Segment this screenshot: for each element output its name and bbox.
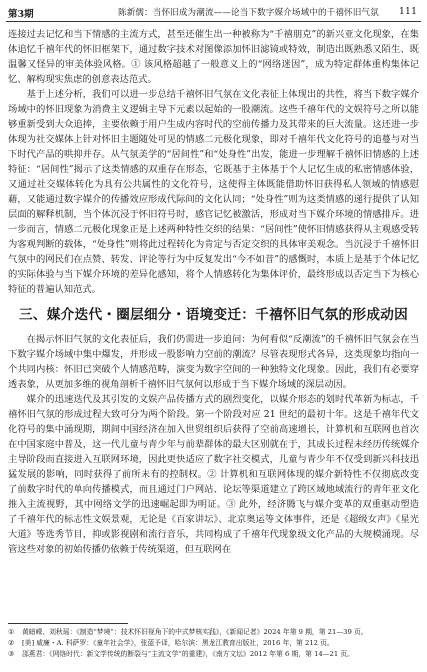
section-heading: 三、媒介迭代・圈层细分・语境变迁：千禧怀旧气氛的形成动因 [18, 307, 409, 323]
footnote-number: ③ [8, 650, 15, 658]
page-number: 111 [398, 6, 417, 17]
page-header [0, 0, 427, 24]
footnote [8, 649, 419, 660]
issue-label: 第3期 [8, 9, 34, 20]
paragraph: 媒介的迅速迭代及其引发的文娱产品传播方式的剧烈变化，以媒介形态的划时代革新为标志，千禧怀旧气氛的形成过程大致可分为两个阶段。第一个阶段对应 21 世纪的最初十年。这是千禧年代文化符号的集中涌现期，期间中国经济在加入世贸组织后获得了空前高速增长，计算机和互联网也首次在中国家庭中普及，这一代儿童与青少年与前辈群体的最大区别就在于，其成长过程未经历传统媒介主导阶段而直接进入互联网环境，因此更快适应了数字社交模式，儿童与青少年不仅受到新兴科技迅猛发展的影响，同时获得了前所未有的控制权。② 计算机和互联网体现的媒介新特性不仅彻底改变了前数字时代的单向传播模式，而且通过门户网站、论坛等渠道建立了跨区域地域流行的青年亚文化推入主流视野，其中网络文学的迅速崛起即为明证。③ 此外，经济腾飞与媒介变革的双重驱动塑造了千禧年代的标志性文娱景观，无论是《百家讲坛》、北京奥运等文体事件，还是《超级女声》《星光大道》等选秀节目，抑或影视剧和流行音乐，共同构成了千禧年代现象级文化产品的大规模涌现。尽管这些对象的初始传播仍依赖于传统渠道，但互联网在 [8, 394, 419, 555]
footnote-rule [8, 623, 128, 624]
paragraph: 连接过去记忆和当下情感的主流方式，甚至还催生出一种被称为“千禧朋克”的新兴亚文化现象，在集体追忆千禧年代的怀旧框架下，通过数字技术对图像添加怀旧滤镜或特效，制造出既熟悉又陌生、既温馨又怪异的审美体验风格。① 该风格超越了一般意义上的“网络迷因”，成为特定群体重构集体记忆、解构现实焦虑的创意表达范式。 [8, 29, 419, 85]
footnotes [8, 623, 419, 660]
article-body [8, 27, 419, 557]
footnote-text: [美] 威廉・A. 科萨罗：《童年社会学》，张蓝予译，哈尔滨：黑龙江教育出版社，2016 年，第 212 页。 [22, 639, 334, 647]
footnote-text: 邵燕君：《网络时代：新文学传统的断裂与“主流文学”的重建》，《南方文坛》2012 年第 6 期，第 14—21 页。 [22, 650, 354, 658]
footnote-number: ② [8, 639, 15, 647]
running-title: 陈新儒：当怀旧成为潮流——论当下数字媒介场域中的千禧怀旧气氛 [118, 8, 379, 18]
footnote-text: 黄暗嵘、刘秋瑶：《制造“梦境”：技术怀旧视角下的中式梦核实践》，《新闻记者》2024 年第 9 期，第 21—39 页。 [22, 628, 368, 636]
header-rule [6, 21, 421, 22]
footnote [8, 627, 419, 638]
footnote-number: ① [8, 628, 15, 636]
paragraph: 基于上述分析，我们可以进一步总结千禧怀旧气氛在文化表征上体现出的共性，将当下数字媒介场域中的怀旧现象为消费主义逻辑主导下元素以起始的一股潮流。这些千禧年代的文娱符号之所以能够重新受到大众追捧，主要依赖于用户生成内容时代的空前传播力及其带来的巨大流量。这还进一步体现为社交媒体上针对怀旧主题随处可见的情感二元极化现象，即对千禧年代文化符号的追蔓与对当下时代产品的哄抑并存。从气氛美学的“居间性”和“处身性”出发，能进一步理解千禧怀旧情感的上述特征：“居间性”揭示了这类情感的双重存在形态，它既基于主体基于个人记忆生成的私密情感体验，又通过社交媒体转化为具有公共属性的文化符号，这使得主体既能借助怀旧获得私人领域的情感慰藉，又能通过数字媒介的传播效应形成代际间的文化认同；“处身性”则为这类情感的递行提供了认知层面的解释机制，当个体沉浸于怀旧符号时，感官记忆被激活，形成对当下媒介环境的情感排斥。进一步而言，情感二元极化现象正是上述两种特性交织的结果：“居间性”使怀旧情感获得从主观感受转为客观判断的载体，“处身性”则将此过程转化为肯定与否定交织的具体审美观念。当沉浸于千禧怀旧气氛中的网民们在点赞、转发、评论等行为中反复发出“今不如昔”的感慨时，本质上是基于个体记忆的实际体验与当下媒介环境的差异化感知，将个人情感转化为集体评价，最终形成以否定当下为核心特征的普遍认知范式。 [8, 89, 419, 295]
paragraph: 在揭示怀旧气氛的文化表征后，我们仍需进一步追问：为何看似“反潮流”的千禧怀旧气氛会在当下数字媒介场域中集中爆发，并形成一股影响力空前的潮流？尽管表现形式各异，这类现象均指向一个共同内核：怀旧已突破个人情感范畴，演变为数字空间的一种独特文化现象。因此，我们有必要穿透表象，从更加多维的视角剖析千禧怀旧气氛何以形成于当下媒介场域的深层动因。 [8, 334, 419, 390]
footnote [8, 638, 419, 649]
